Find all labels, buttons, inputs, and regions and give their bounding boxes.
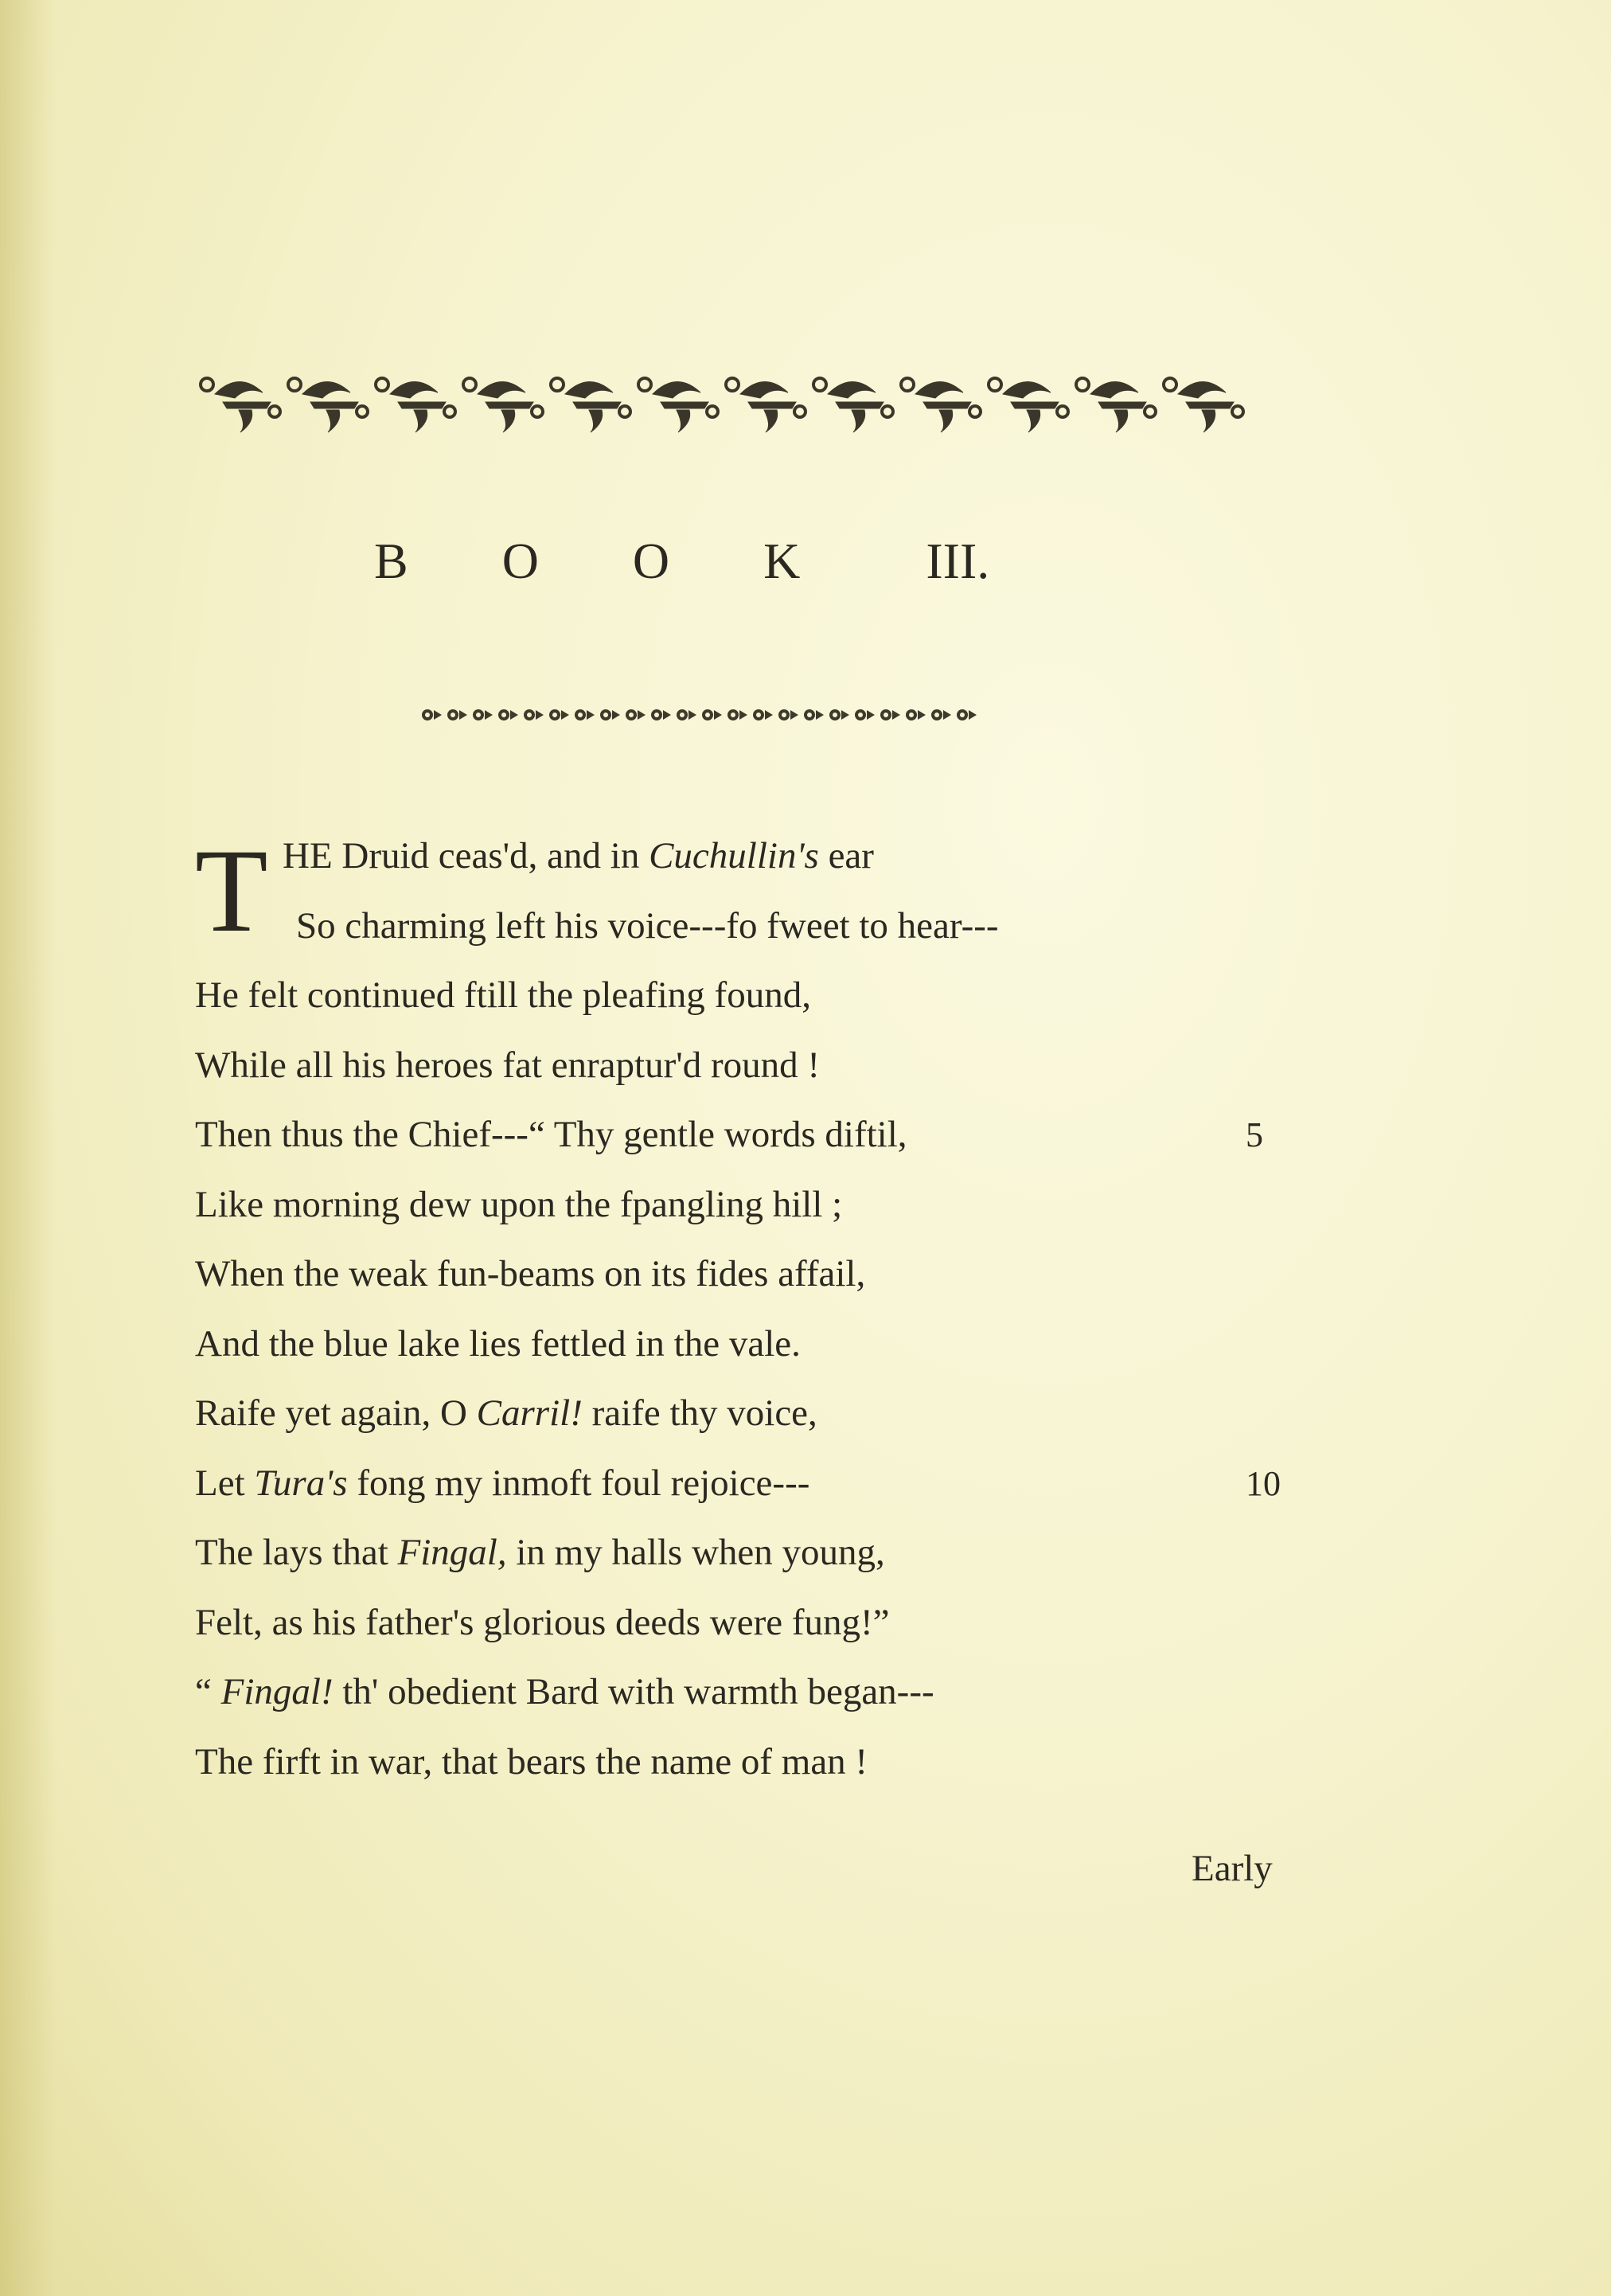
line-text: ear xyxy=(818,835,874,877)
book-heading xyxy=(374,525,1170,597)
poem-line xyxy=(195,1240,1309,1310)
line-number: 10 xyxy=(1246,1463,1281,1503)
line-text: Raife yet again, O xyxy=(195,1392,477,1434)
line-text: The lays that xyxy=(195,1532,398,1573)
line-text: th' obedient Bard with warmth began--- xyxy=(333,1671,934,1712)
poem-line xyxy=(195,1658,1309,1728)
poem-line xyxy=(195,1310,1309,1380)
poem-line xyxy=(195,1100,1309,1170)
line-italic: Carril! xyxy=(476,1392,583,1434)
line-text: raife thy voice, xyxy=(582,1392,817,1434)
line-italic: Fingal, xyxy=(397,1532,507,1573)
line-text: While all his heroes fat enraptur'd round ! xyxy=(195,1044,821,1086)
heading-letters: BOOK xyxy=(374,533,895,589)
leaf-ornament-border-icon xyxy=(191,362,1305,434)
line-text: Let xyxy=(195,1462,255,1504)
poem-text xyxy=(195,822,1309,1797)
line-text: And the blue lake lies fettled in the vale. xyxy=(195,1322,801,1365)
line-italic: Tura's xyxy=(254,1462,348,1504)
drop-cap: T xyxy=(195,825,268,957)
catchword: Early xyxy=(1192,1848,1273,1889)
poem-line xyxy=(195,892,1309,962)
poem-line xyxy=(195,1449,1309,1519)
poem-line xyxy=(195,1379,1309,1449)
line-text: Felt, as his father's glorious deeds were fung!” xyxy=(195,1601,890,1643)
fleuron-rule-icon xyxy=(418,699,983,731)
poem-line xyxy=(195,822,1309,892)
heading-number: III. xyxy=(926,533,990,589)
line-text: in my halls when young, xyxy=(506,1532,885,1573)
line-text: Like morning dew upon the fpangling hill ; xyxy=(195,1183,843,1225)
paper-edge-shadow xyxy=(0,0,56,2296)
line-text: He felt continued ftill the pleafing found, xyxy=(195,974,811,1016)
poem-line xyxy=(195,961,1309,1031)
line-text: When the weak fun-beams on its fides affail, xyxy=(195,1253,866,1294)
poem-line xyxy=(195,1518,1309,1588)
line-text: The firft in war, that bears the name of man ! xyxy=(195,1740,868,1783)
line-italic: Fingal! xyxy=(220,1671,334,1712)
poem-line xyxy=(195,1588,1309,1658)
line-text: So charming left his voice---fo fweet to hear--- xyxy=(296,904,999,947)
line-number: 5 xyxy=(1246,1115,1263,1154)
line-italic: Cuchullin's xyxy=(649,835,819,877)
poem-line xyxy=(195,1031,1309,1101)
line-text: HE Druid ceas'd, and in xyxy=(283,835,649,877)
poem-line xyxy=(195,1728,1309,1798)
line-text: “ xyxy=(195,1671,221,1712)
poem-line xyxy=(195,1170,1309,1240)
line-text: Then thus the Chief---“ Thy gentle words diftil, xyxy=(195,1114,907,1155)
line-text: fong my inmoft foul rejoice--- xyxy=(347,1462,810,1504)
